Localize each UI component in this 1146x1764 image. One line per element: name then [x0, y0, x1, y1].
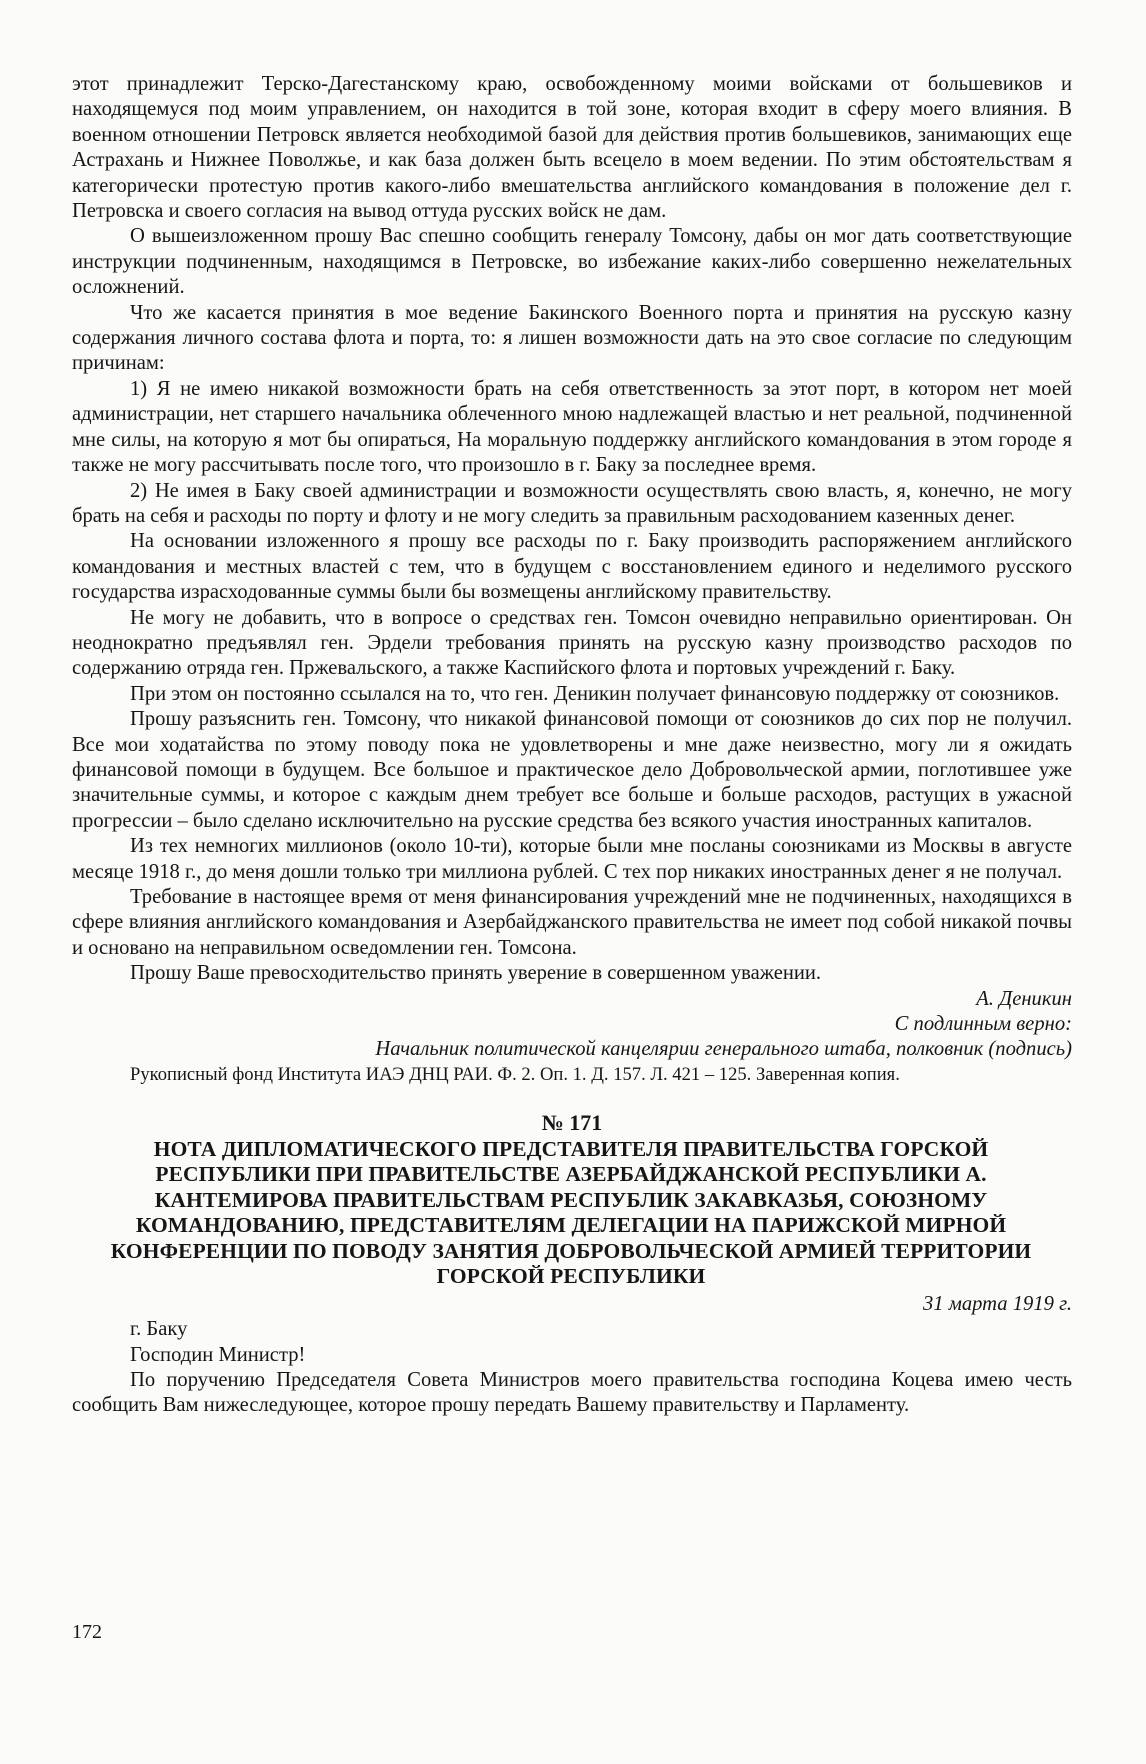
letter-paragraph: Прошу разъяснить ген. Томсону, что никакой финансовой помощи от союзников до сих пор не получил. Все мои ходатайства по этому поводу пока не удовлетворены и мне даже неизвестно, могу ли я ожидать финансовой помощи в будущем. Все большое и практическое дело Добровольческой армии, поглотившее уже значительные суммы, и которое с каждым днем требует все больше и больше расходов, растущих в ужасной прогрессии – было сделано исключительно на русские средства без всякого участия иностранных капиталов.	[72, 708, 1072, 832]
letter-paragraph: Требование в настоящее время от меня финансирования учреждений мне не подчиненных, находящихся в сфере влияния английского командования и Азербайджанского правительства не имеет под собой никакой почвы и основано на неправильном осведомлении ген. Томсона.	[72, 886, 1072, 959]
salutation: Господин Министр!	[130, 1343, 306, 1366]
certified-note: С подлинным верно:	[894, 1013, 1072, 1036]
signature: А. Деникин	[976, 987, 1072, 1010]
source-citation: Рукописный фонд Института ИАЭ ДНЦ РАИ. Ф. 2. Оп. 1. Д. 157. Л. 421 – 125. Заверенная копия.	[130, 1063, 900, 1085]
letter-paragraph: 2) Не имея в Баку своей администрации и возможности осуществлять свою власть, я, конечно, не могу брать на себя и расходы по порту и флоту и не могу следить за правильным расходованием казенных денег.	[72, 479, 1072, 527]
document-date: 31 марта 1919 г.	[922, 1292, 1072, 1315]
letter-paragraph: Прошу Ваше превосходительство принять уверение в совершенном уважении.	[130, 962, 822, 985]
letter-paragraph: 1) Я не имею никакой возможности брать на себя ответственность за этот порт, в котором нет моей администрации, нет старшего начальника облеченного мною надлежащей властью и нет реальной, подчиненной мне силы, на которую я мот бы опираться, На моральную поддержку английского командования в этом городе я также не могу рассчитывать после того, что произошло в г. Баку за последнее время.	[72, 377, 1072, 477]
letter-paragraph: этот принадлежит Терско-Дагестанскому краю, освобожденному моими войсками от большевиков и находящемуся под моим управлением, он находится в той зоне, которая входит в сферу моего влияния. В военном отношении Петровск является необходимой базой для действия против большевиков, занимающих еще Астрахань и Нижнее Поволжье, и как база должен быть всецело в моем ведении. По этим обстоятельствам я категорически протестую против какого-либо вмешательства английского командования в положение дел г. Петровска и своего согласия на вывод оттуда русских войск не дам.	[72, 73, 1072, 223]
letter-paragraph: На основании изложенного я прошу все расходы по г. Баку производить распоряжением английского командования и местных властей с тем, что в будущем с восстановлением единого и неделимого русского государства израсходованные суммы были бы возмещены английскому правительству.	[72, 530, 1072, 604]
certifier: Начальник политической канцелярии генерального штаба, полковник (подпись)	[375, 1038, 1072, 1061]
document-place: г. Баку	[130, 1318, 188, 1341]
letter-paragraph: Из тех немногих миллионов (около 10-ти), которые были мне посланы союзниками из Москвы в августе месяце 1918 г., до меня дошли только три миллиона рублей. С тех пор никаких иностранных денег я не получал.	[72, 835, 1072, 883]
document-title: НОТА ДИПЛОМАТИЧЕСКОГО ПРЕДСТАВИТЕЛЯ ПРАВИТЕЛЬСТВА ГОРСКОЙ РЕСПУБЛИКИ ПРИ ПРАВИТЕЛЬСТВЕ АЗЕРБАЙДЖАНСКОЙ РЕСПУБЛИКИ А. КАНТЕМИРОВА ПРАВИТЕЛЬСТВАМ РЕСПУБЛИК ЗАКАВКАЗЬЯ, СОЮЗНОМУ КОМАНДОВАНИЮ, ПРЕДСТАВИТЕЛЯМ ДЕЛЕГАЦИИ НА ПАРИЖСКОЙ МИРНОЙ КОНФЕРЕНЦИИ ПО ПОВОДУ ЗАНЯТИЯ ДОБРОВОЛЬЧЕСКОЙ АРМИЕЙ ТЕРРИТОРИИ ГОРСКОЙ РЕСПУБЛИКИ	[110, 1136, 1032, 1289]
letter-paragraph: Что же касается принятия в мое ведение Бакинского Военного порта и принятия на русскую казну содержания личного состава флота и порта, то: я лишен возможности дать на это свое согласие по следующим причинам:	[72, 301, 1072, 375]
page-number: 172	[72, 1621, 102, 1643]
letter-body	[72, 72, 1072, 987]
letter-paragraph: О вышеизложенном прошу Вас спешно сообщить генералу Томсону, дабы он мог дать соответствующие инструкции подчиненным, находящимся в Петровске, во избежание каких-либо совершенно нежелательных осложнений.	[72, 225, 1072, 299]
letter-paragraph: Не могу не добавить, что в вопросе о средствах ген. Томсон очевидно неправильно ориентирован. Он неоднократно предъявлял ген. Эрдели требования принять на русскую казну производство расходов по содержанию отряда ген. Пржевальского, а также Каспийского флота и портовых учреждений г. Баку.	[72, 606, 1072, 680]
letter-paragraph: При этом он постоянно ссылался на то, что ген. Деникин получает финансовую поддержку от союзников.	[130, 682, 1060, 705]
document-number: № 171	[541, 1109, 603, 1135]
document-body: По поручению Председателя Совета Министров моего правительства господина Коцева имею честь сообщить Вам нижеследующее, которое прошу передать Вашему правительству и Парламенту.	[72, 1369, 1072, 1417]
